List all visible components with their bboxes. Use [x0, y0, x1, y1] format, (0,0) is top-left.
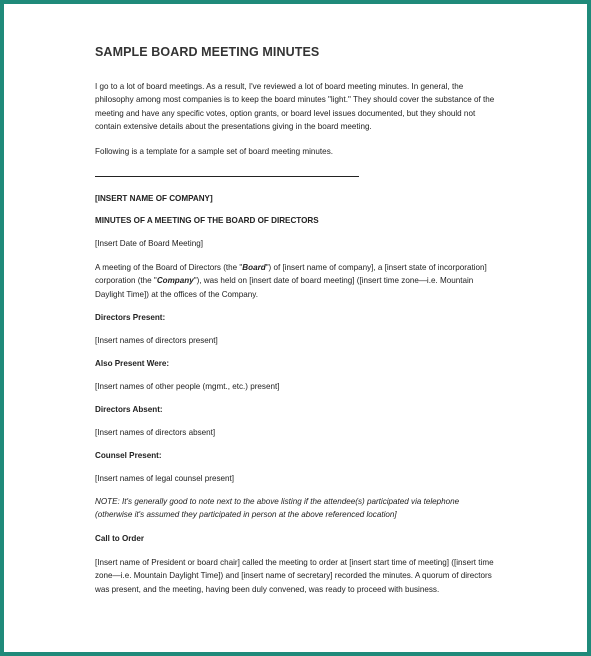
- meeting-board-term: Board: [242, 263, 266, 272]
- meeting-text-3: "), was held on [insert date of board meeting] ([insert time zone—i.e. Mountain Daylight Time]) at the offices of the Company.: [95, 276, 474, 299]
- call-to-order-label: Call to Order: [95, 534, 145, 543]
- directors-absent-value: [Insert names of directors absent]: [95, 428, 216, 437]
- meeting-company-term: Company: [156, 276, 194, 286]
- meeting-date-placeholder: [Insert Date of Board Meeting]: [95, 239, 203, 248]
- company-name-heading: [INSERT NAME OF COMPANY]: [95, 194, 213, 203]
- template-note: Following is a template for a sample set of board meeting minutes.: [95, 147, 333, 156]
- document-title: SAMPLE BOARD MEETING MINUTES: [95, 45, 320, 59]
- directors-present-value: [Insert names of directors present]: [95, 336, 218, 345]
- also-present-value: [Insert names of other people (mgmt., etc.) present]: [95, 382, 280, 391]
- also-present-label: Also Present Were:: [95, 359, 170, 368]
- attendance-note: NOTE: It's generally good to note next to the above listing if the attendee(s) participated via telephone (otherwise it's assumed they participated in person at the above referenced location]: [95, 497, 460, 520]
- intro-paragraph: I go to a lot of board meetings. As a result, I've reviewed a lot of board meeting minutes. In general, the philosophy among most companies is to keep the board minutes "light." They should cover the substance of the meeting and have any specific votes, option grants, or board level issues documented, but they should not contain extensive details about the presentations giving in the board meeting.: [95, 82, 495, 132]
- meeting-paragraph: [95, 261, 495, 301]
- directors-present-label: Directors Present:: [95, 313, 166, 322]
- meeting-text-2: ") of [insert name of company], a [insert state of incorporation] corporation (the ": [95, 263, 487, 286]
- meeting-text-1: A meeting of the Board of Directors (the ": [95, 263, 243, 272]
- counsel-present-label: Counsel Present:: [95, 451, 162, 460]
- directors-absent-label: Directors Absent:: [95, 405, 163, 414]
- call-to-order-text: [Insert name of President or board chair] called the meeting to order at [insert start time of meeting] ([insert time zone—i.e. Mountain Daylight Time]) and [insert name of secretary] recorded the minutes. A quorum of directors was present, and the meeting, having been duly convened, was ready to proceed with business.: [95, 558, 494, 594]
- separator-line: [95, 176, 359, 177]
- minutes-heading: MINUTES OF A MEETING OF THE BOARD OF DIRECTORS: [95, 216, 319, 225]
- counsel-present-value: [Insert names of legal counsel present]: [95, 474, 235, 483]
